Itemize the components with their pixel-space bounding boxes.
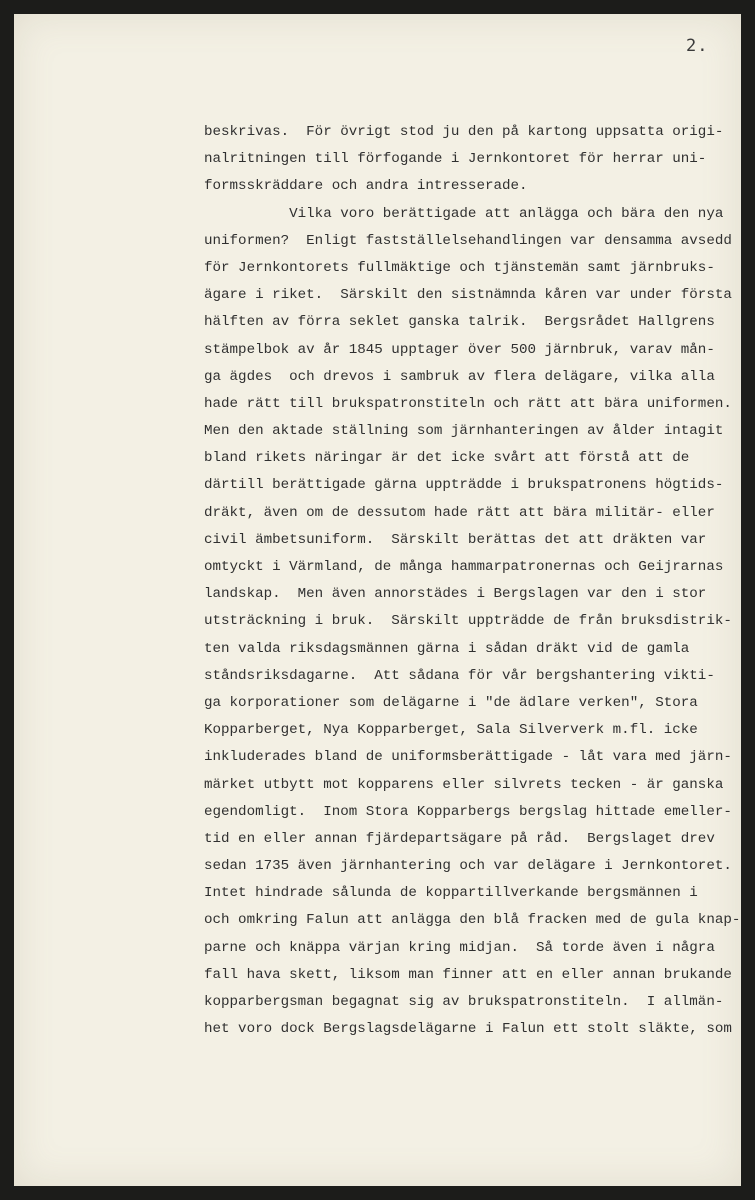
text-line: formsskräddare och andra intresserade.	[204, 178, 528, 195]
text-line: parne och knäppa värjan kring midjan. Så torde även i några	[204, 939, 715, 956]
text-line: Vilka voro berättigade att anlägga och bära den nya	[204, 205, 724, 222]
text-line: bland rikets näringar är det icke svårt att förstå att de	[204, 450, 690, 467]
text-line: kopparbergsman begagnat sig av brukspatronstiteln. I allmän-	[204, 994, 724, 1010]
text-line: egendomligt. Inom Stora Kopparbergs bergslag hittade emeller-	[204, 803, 732, 820]
text-line: Men den aktade ställning som järnhanteringen av ålder intagit	[204, 423, 724, 440]
text-line: ga korporationer som delägarne i "de ädlare verken", Stora	[204, 694, 698, 711]
text-line: ten valda riksdagsmännen gärna i sådan dräkt vid de gamla	[204, 640, 690, 657]
text-line: Kopparberget, Nya Kopparberget, Sala Silververk m.fl. icke	[204, 722, 698, 739]
text-line: omtyckt i Värmland, de många hammarpatronernas och Geijrarnas	[204, 559, 724, 575]
text-line: stämpelbok av år 1845 upptager över 500 järnbruk, varav mån-	[204, 341, 715, 358]
document-page	[14, 14, 741, 1186]
text-line: tid en eller annan fjärdepartsägare på råd. Bergslaget drev	[204, 830, 715, 847]
text-line: nalritningen till förfogande i Jernkontoret för herrar uni-	[204, 151, 707, 168]
text-line: uniformen? Enligt fastställelsehandlingen var densamma avsedd	[204, 232, 732, 249]
text-line: Intet hindrade sålunda de koppartillverkande bergsmännen i	[204, 885, 698, 902]
text-line: sedan 1735 även järnhantering och var delägare i Jernkontoret.	[204, 858, 732, 875]
text-line: hälften av förra seklet ganska talrik. Bergsrådet Hallgrens	[204, 314, 715, 331]
text-line: och omkring Falun att anlägga den blå fracken med de gula knap-	[204, 912, 741, 929]
text-line: hade rätt till brukspatronstiteln och rätt att bära uniformen.	[204, 395, 732, 412]
text-line: dräkt, även om de dessutom hade rätt att bära militär- eller	[204, 504, 715, 521]
text-line: utsträckning i bruk. Särskilt uppträdde de från bruksdistrik-	[204, 613, 732, 630]
text-line: beskrivas. För övrigt stod ju den på kartong uppsatta origi-	[204, 124, 724, 140]
text-line: ga ägdes och drevos i sambruk av flera delägare, vilka alla	[204, 368, 715, 385]
body-text	[204, 119, 741, 1043]
text-line: het voro dock Bergslagsdelägarne i Falun ett stolt släkte, som	[204, 1021, 732, 1038]
text-line: landskap. Men även annorstädes i Bergslagen var den i stor	[204, 586, 707, 603]
page-number: 2.	[686, 36, 709, 56]
text-line: därtill berättigade gärna uppträdde i brukspatronens högtids-	[204, 477, 724, 494]
text-line: för Jernkontorets fullmäktige och tjänstemän samt järnbruks-	[204, 259, 715, 276]
text-line: civil ämbetsuniform. Särskilt berättas det att dräkten var	[204, 531, 707, 548]
text-line: märket utbytt mot kopparens eller silvrets tecken - är ganska	[204, 776, 724, 793]
text-line: ägare i riket. Särskilt den sistnämnda kåren var under första	[204, 287, 732, 304]
text-line: ståndsriksdagarne. Att sådana för vår bergshantering vikti-	[204, 667, 715, 684]
text-line: fall hava skett, liksom man finner att en eller annan brukande	[204, 966, 732, 983]
text-line: inkluderades bland de uniformsberättigade - låt vara med järn-	[204, 749, 732, 766]
